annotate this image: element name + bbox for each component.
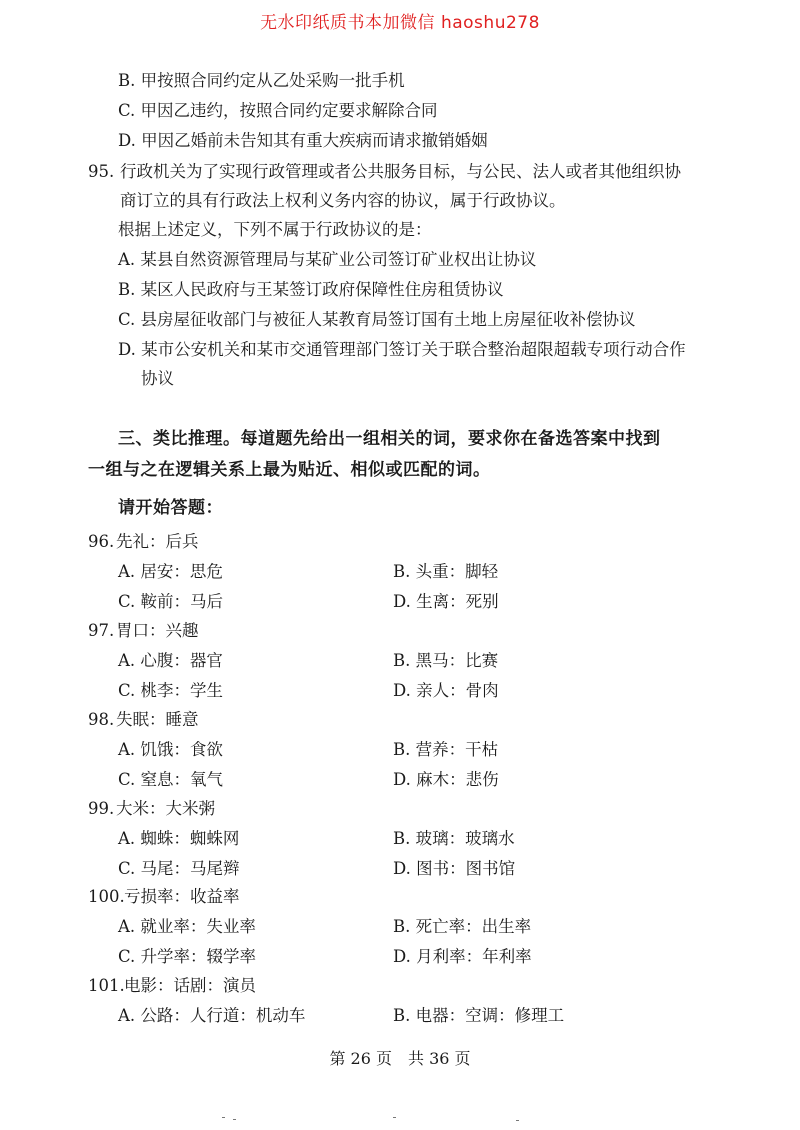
question-number: 100. — [88, 887, 125, 906]
question-stem: 电影：话剧：演员 — [124, 976, 256, 995]
section-start: 请开始答题： — [118, 498, 223, 518]
option-d: D. 图书：图书馆 — [393, 859, 516, 878]
scan-speck — [222, 1117, 225, 1118]
option-b: B. 头重：脚轻 — [393, 562, 499, 581]
option-a: A. 居安：思危 — [118, 562, 223, 581]
question-stem: 失眠：睡意 — [116, 710, 199, 729]
page-footer: 第 26 页 共 36 页 — [329, 1049, 471, 1068]
option-c: C. 窒息：氧气 — [118, 770, 224, 789]
option-b: B. 黑马：比赛 — [393, 651, 499, 670]
question-number: 98. — [88, 710, 115, 729]
option-d: D. 生离：死别 — [393, 592, 499, 611]
option-c: C. 鞍前：马后 — [118, 592, 224, 611]
option-a: A. 蜘蛛：蜘蛛网 — [118, 829, 240, 848]
option-c: C. 桃李：学生 — [118, 681, 224, 700]
question-number: 97. — [88, 621, 115, 640]
q95-stem-line2: 商订立的具有行政法上权利义务内容的协议，属于行政协议。 — [120, 191, 566, 210]
option-c: C. 升学率：辍学率 — [118, 947, 257, 966]
watermark: 无水印纸质书本加微信 haoshu278 — [260, 13, 540, 33]
option-b: B. 死亡率：出生率 — [393, 917, 532, 936]
option-a: A. 就业率：失业率 — [118, 917, 256, 936]
option-c: C. 马尾：马尾辫 — [118, 859, 240, 878]
option-a: A. 饥饿：食欲 — [118, 740, 223, 759]
q95-option-d-cont: 协议 — [141, 369, 174, 388]
question-stem: 胃口：兴趣 — [116, 621, 199, 640]
question-number: 96. — [88, 532, 115, 551]
scan-speck — [233, 1119, 236, 1120]
option-d: D. 麻木：悲伤 — [393, 770, 499, 789]
q95-number: 95. — [88, 162, 115, 181]
question-number: 101. — [88, 976, 125, 995]
question-stem: 大米：大米粥 — [116, 799, 215, 818]
q94-option-d: D. 甲因乙婚前未告知其有重大疾病而请求撤销婚姻 — [118, 131, 488, 150]
question-stem: 先礼：后兵 — [116, 532, 199, 551]
option-b: B. 营养：干枯 — [393, 740, 499, 759]
option-d: D. 亲人：骨肉 — [393, 681, 499, 700]
q94-option-b: B. 甲按照合同约定从乙处采购一批手机 — [118, 71, 405, 90]
q95-option-a: A. 某县自然资源管理局与某矿业公司签订矿业权出让协议 — [118, 250, 537, 269]
option-b: B. 玻璃：玻璃水 — [393, 829, 515, 848]
q95-question: 根据上述定义，下列不属于行政协议的是： — [118, 220, 432, 239]
scan-speck — [393, 1117, 396, 1118]
option-b: B. 电器：空调：修理工 — [393, 1006, 565, 1025]
question-stem: 亏损率：收益率 — [124, 887, 240, 906]
q95-option-b: B. 某区人民政府与王某签订政府保障性住房租赁协议 — [118, 280, 504, 299]
scan-speck — [516, 1120, 519, 1121]
section-title-line1: 三、类比推理。每道题先给出一组相关的词，要求你在备选答案中找到 — [118, 429, 661, 449]
section-title-line2: 一组与之在逻辑关系上最为贴近、相似或匹配的词。 — [88, 460, 491, 480]
q95-option-d: D. 某市公安机关和某市交通管理部门签订关于联合整治超限超载专项行动合作 — [118, 340, 686, 359]
question-number: 99. — [88, 799, 115, 818]
q95-option-c: C. 县房屋征收部门与被征人某教育局签订国有土地上房屋征收补偿协议 — [118, 310, 636, 329]
option-d: D. 月利率：年利率 — [393, 947, 532, 966]
option-a: A. 心腹：器官 — [118, 651, 223, 670]
q94-option-c: C. 甲因乙违约，按照合同约定要求解除合同 — [118, 101, 438, 120]
q95-stem-line1: 行政机关为了实现行政管理或者公共服务目标，与公民、法人或者其他组织协 — [120, 162, 681, 181]
option-a: A. 公路：人行道：机动车 — [118, 1006, 306, 1025]
